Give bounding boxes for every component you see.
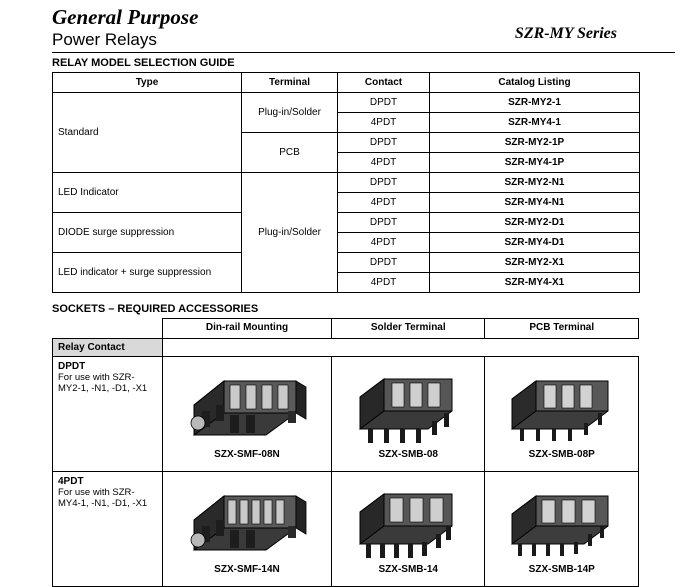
page-title: General Purpose [52, 5, 199, 29]
table-row [53, 93, 640, 113]
cell-type: LED Indicator [53, 173, 242, 213]
dpdt-description-cell [53, 357, 163, 472]
cell-type: DIODE surge suppression [53, 213, 242, 253]
relay-contact-label: Relay Contact [53, 339, 163, 357]
relay-model-selection-table [52, 72, 640, 293]
fpdt-din-rail-cell [162, 472, 331, 587]
din-rail-socket-14n-image [172, 476, 322, 562]
pcb-socket-08p-image [494, 361, 630, 447]
cell-contact: 4PDT [338, 233, 430, 253]
sockets-row-4pdt [53, 472, 639, 587]
cell-type: LED indicator + surge suppression [53, 253, 242, 293]
cell-contact: 4PDT [338, 273, 430, 293]
fpdt-solder-cell [331, 472, 485, 587]
cell-contact: 4PDT [338, 113, 430, 133]
solder-socket-08-image [340, 361, 476, 447]
dpdt-desc-text: For use with SZR-MY2-1, -N1, -D1, -X1 [58, 372, 148, 394]
fpdt-desc-text: For use with SZR-MY4-1, -N1, -D1, -X1 [58, 487, 148, 509]
sockets-heading: SOCKETS – REQUIRED ACCESSORIES [52, 303, 259, 315]
cell-catalog: SZR-MY4-X1 [430, 273, 640, 293]
col-din-rail-mounting: Din-rail Mounting [162, 319, 331, 339]
sockets-corner-cell [53, 319, 163, 339]
cell-contact: 4PDT [338, 153, 430, 173]
spacer-cell-2 [331, 339, 485, 357]
cell-contact: 4PDT [338, 193, 430, 213]
cell-contact: DPDT [338, 93, 430, 113]
table-row [53, 173, 640, 193]
table-row [53, 253, 640, 273]
spacer-cell-1 [162, 339, 331, 357]
header-divider [52, 52, 675, 53]
col-terminal: Terminal [242, 73, 338, 93]
series-name: SZR-MY Series [514, 25, 617, 42]
dpdt-pcb-cell [485, 357, 639, 472]
cell-contact: DPDT [338, 173, 430, 193]
relay-guide-heading: RELAY MODEL SELECTION GUIDE [52, 57, 235, 69]
fpdt-description-cell [53, 472, 163, 587]
col-type: Type [53, 73, 242, 93]
cell-catalog: SZR-MY4-1P [430, 153, 640, 173]
cell-catalog: SZR-MY4-D1 [430, 233, 640, 253]
fpdt-solder-part: SZX-SMB-14 [378, 564, 438, 575]
dpdt-solder-cell [331, 357, 485, 472]
cell-catalog: SZR-MY2-1P [430, 133, 640, 153]
col-solder-terminal: Solder Terminal [331, 319, 485, 339]
document-header [0, 0, 687, 52]
sockets-header-row [53, 319, 639, 339]
dpdt-solder-part: SZX-SMB-08 [378, 449, 438, 460]
cell-catalog: SZR-MY2-X1 [430, 253, 640, 273]
fpdt-pcb-part: SZX-SMB-14P [528, 564, 595, 575]
page-subtitle: Power Relays [52, 30, 157, 49]
cell-contact: DPDT [338, 213, 430, 233]
cell-catalog: SZR-MY4-N1 [430, 193, 640, 213]
fpdt-contact-label: 4PDT [58, 476, 84, 487]
col-pcb-terminal: PCB Terminal [485, 319, 639, 339]
dpdt-din-rail-cell [162, 357, 331, 472]
spacer-cell-3 [485, 339, 639, 357]
cell-catalog: SZR-MY4-1 [430, 113, 640, 133]
solder-socket-14-image [340, 476, 476, 562]
cell-catalog: SZR-MY2-D1 [430, 213, 640, 233]
dpdt-pcb-part: SZX-SMB-08P [528, 449, 595, 460]
cell-terminal: Plug-in/Solder [242, 93, 338, 133]
cell-terminal: PCB [242, 133, 338, 173]
sockets-table [52, 318, 639, 587]
dpdt-din-rail-part: SZX-SMF-08N [214, 449, 280, 460]
cell-catalog: SZR-MY2-1 [430, 93, 640, 113]
cell-catalog: SZR-MY2-N1 [430, 173, 640, 193]
din-rail-socket-08n-image [172, 361, 322, 447]
col-contact: Contact [338, 73, 430, 93]
sockets-row-dpdt [53, 357, 639, 472]
cell-contact: DPDT [338, 253, 430, 273]
fpdt-pcb-cell [485, 472, 639, 587]
sockets-subheader-row [53, 339, 639, 357]
cell-contact: DPDT [338, 133, 430, 153]
pcb-socket-14p-image [494, 476, 630, 562]
cell-terminal: Plug-in/Solder [242, 173, 338, 293]
table-header-row [53, 73, 640, 93]
cell-type: Standard [53, 93, 242, 173]
col-catalog-listing: Catalog Listing [430, 73, 640, 93]
dpdt-contact-label: DPDT [58, 361, 86, 372]
fpdt-din-rail-part: SZX-SMF-14N [214, 564, 280, 575]
table-row [53, 213, 640, 233]
